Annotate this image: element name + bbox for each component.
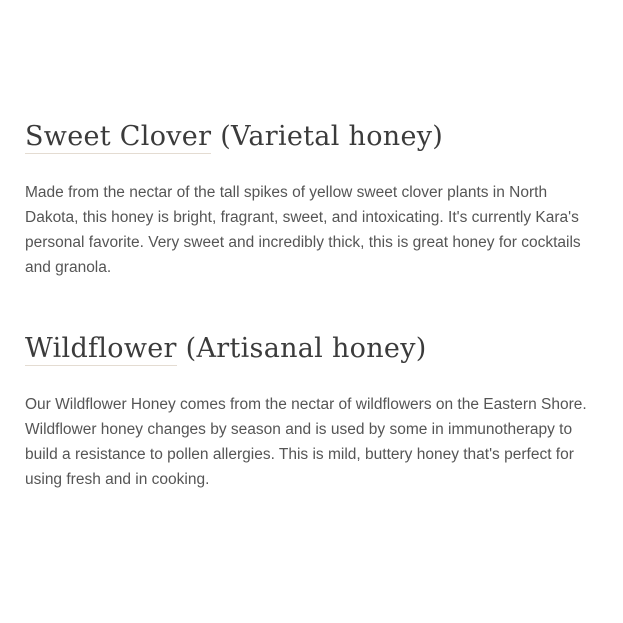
- honey-name: Sweet Clover: [25, 121, 212, 152]
- honey-description: Made from the nectar of the tall spikes of yellow sweet clover plants in North Dakota, this honey is bright, fragrant, sweet, and intoxicating. It's currently Kara's personal favorite. Very sweet and incredibly thick, this is great honey for cocktails and granola.: [25, 184, 581, 276]
- honey-heading: [25, 330, 600, 368]
- honey-section-wildflower: [25, 330, 600, 492]
- honey-heading: [25, 118, 600, 156]
- honey-type: (Artisanal honey): [185, 333, 427, 364]
- honey-section-sweet-clover: [25, 118, 600, 280]
- honey-list: [25, 118, 600, 492]
- honey-description: Our Wildflower Honey comes from the nectar of wildflowers on the Eastern Shore. Wildflower honey changes by season and is used by some in immunotherapy to build a resistance to pollen allergies. This is mild, buttery honey that's perfect for using fresh and in cooking.: [25, 396, 587, 488]
- honey-type: (Varietal honey): [220, 121, 444, 152]
- honey-name: Wildflower: [25, 333, 177, 364]
